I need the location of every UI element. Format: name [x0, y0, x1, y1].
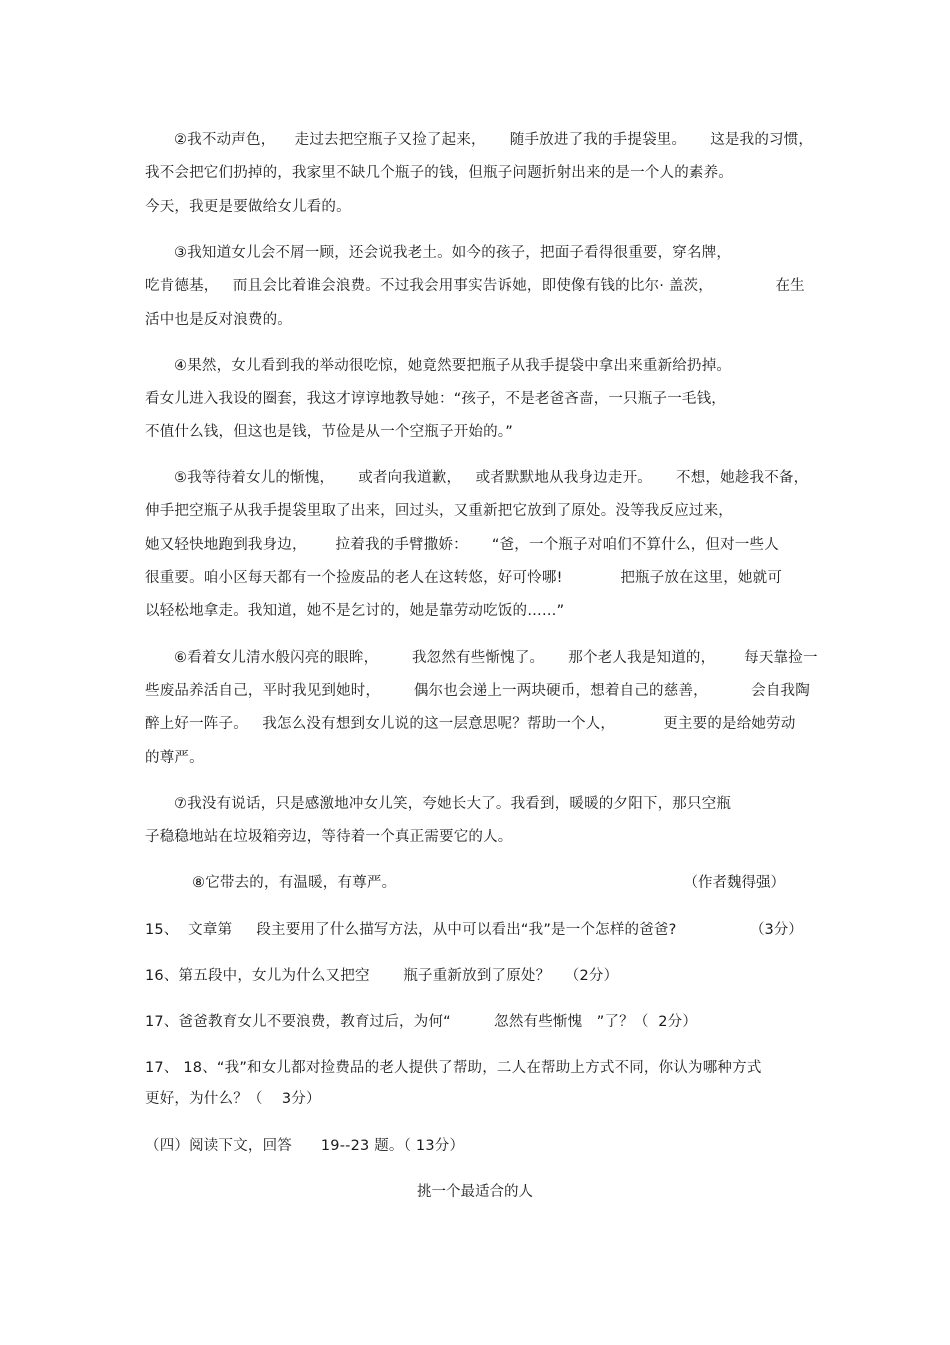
paragraph-3-line-2: 吃肯德基， 而且会比着谁会浪费。不过我会用事实告诉她，即使像有钱的比尔· 盖茨， 在生 — [145, 278, 805, 294]
paragraph-5-line-2: 伸手把空瓶子从我手提袋里取了出来，回过头，又重新把它放到了原处。没等我反应过来， — [145, 503, 733, 519]
paragraph-6-line-1: ⑥看着女儿清水般闪亮的眼眸， 我忽然有些惭愧了。 那个老人我是知道的， 每天靠捡一 — [174, 650, 818, 666]
question-18-line-1: 17、 18、“我”和女儿都对捡费品的老人提供了帮助，二人在帮助上方式不同，你认为哪种方式 — [145, 1060, 762, 1076]
question-17: 17、爸爸教育女儿不要浪费，教育过后，为何“ 忽然有些惭愧 ”了？（ 2分） — [145, 1014, 698, 1030]
question-15-score: （3分） — [750, 922, 803, 938]
paragraph-6-line-4: 的尊严。 — [145, 750, 204, 766]
paragraph-5-line-3: 她又轻快地跑到我身边， 拉着我的手臂撒娇： “爸，一个瓶子对咱们不算什么，但对一些人 — [145, 537, 779, 553]
paragraph-4-line-2: 看女儿进入我设的圈套，我这才谆谆地教导她：“孩子，不是老爸吝啬，一只瓶子一毛钱， — [145, 391, 727, 407]
paragraph-2-line-3: 今天，我更是要做给女儿看的。 — [145, 199, 351, 215]
question-16: 16、第五段中，女儿为什么又把空 瓶子重新放到了原处？ （2分） — [145, 968, 619, 984]
paragraph-3-line-1: ③我知道女儿会不屑一顾，还会说我老土。如今的孩子，把面子看得很重要，穿名牌， — [174, 245, 732, 261]
paragraph-3-line-3: 活中也是反对浪费的。 — [145, 312, 292, 328]
paragraph-5-line-5: 以轻松地拿走。我知道，她不是乞讨的，她是靠劳动吃饭的……” — [145, 603, 565, 619]
paragraph-8: ⑧它带去的，有温暖，有尊严。 — [192, 875, 397, 891]
paragraph-2-line-2: 我不会把它们扔掉的，我家里不缺几个瓶子的钱，但瓶子问题折射出来的是一个人的素养。 — [145, 165, 733, 181]
paragraph-5-line-1: ⑤我等待着女儿的惭愧， 或者向我道歉， 或者默默地从我身边走开。 不想，她趁我不备， — [174, 470, 809, 486]
section-4-intro: （四）阅读下文，回答 19--23 题。（ 13分） — [145, 1138, 465, 1154]
paragraph-6-line-2: 些废品养活自己，平时我见到她时， 偶尔也会递上一两块硬币，想着自己的慈善， 会自我陶 — [145, 683, 810, 699]
paragraph-4-line-1: ④果然，女儿看到我的举动很吃惊，她竟然要把瓶子从我手提袋中拿出来重新给扔掉。 — [174, 358, 732, 374]
section-4-title: 挑一个最适合的人 — [417, 1184, 533, 1200]
paragraph-5-line-4: 很重要。咱小区每天都有一个捡废品的老人在这转悠，好可怜哪! 把瓶子放在这里，她就可 — [145, 570, 783, 586]
question-15: 15、 文章第 段主要用了什么描写方法，从中可以看出“我”是一个怎样的爸爸? — [145, 922, 677, 938]
paragraph-6-line-3: 醉上好一阵子。 我怎么没有想到女儿说的这一层意思呢？帮助一个人， 更主要的是给她劳动 — [145, 716, 796, 732]
paragraph-2-line-1: ②我不动声色， 走过去把空瓶子又捡了起来， 随手放进了我的手提袋里。 这是我的习惯， — [174, 132, 814, 148]
question-18-line-2: 更好，为什么？（ 3分） — [145, 1091, 321, 1107]
author-credit: （作者魏得强） — [683, 875, 785, 891]
paragraph-7-line-1: ⑦我没有说话，只是感激地冲女儿笑，夸她长大了。我看到，暖暖的夕阳下，那只空瓶 — [174, 796, 732, 812]
paragraph-7-line-2: 子稳稳地站在垃圾箱旁边，等待着一个真正需要它的人。 — [145, 829, 513, 845]
paragraph-4-line-3: 不值什么钱，但这也是钱，节俭是从一个空瓶子开始的。” — [145, 424, 513, 440]
